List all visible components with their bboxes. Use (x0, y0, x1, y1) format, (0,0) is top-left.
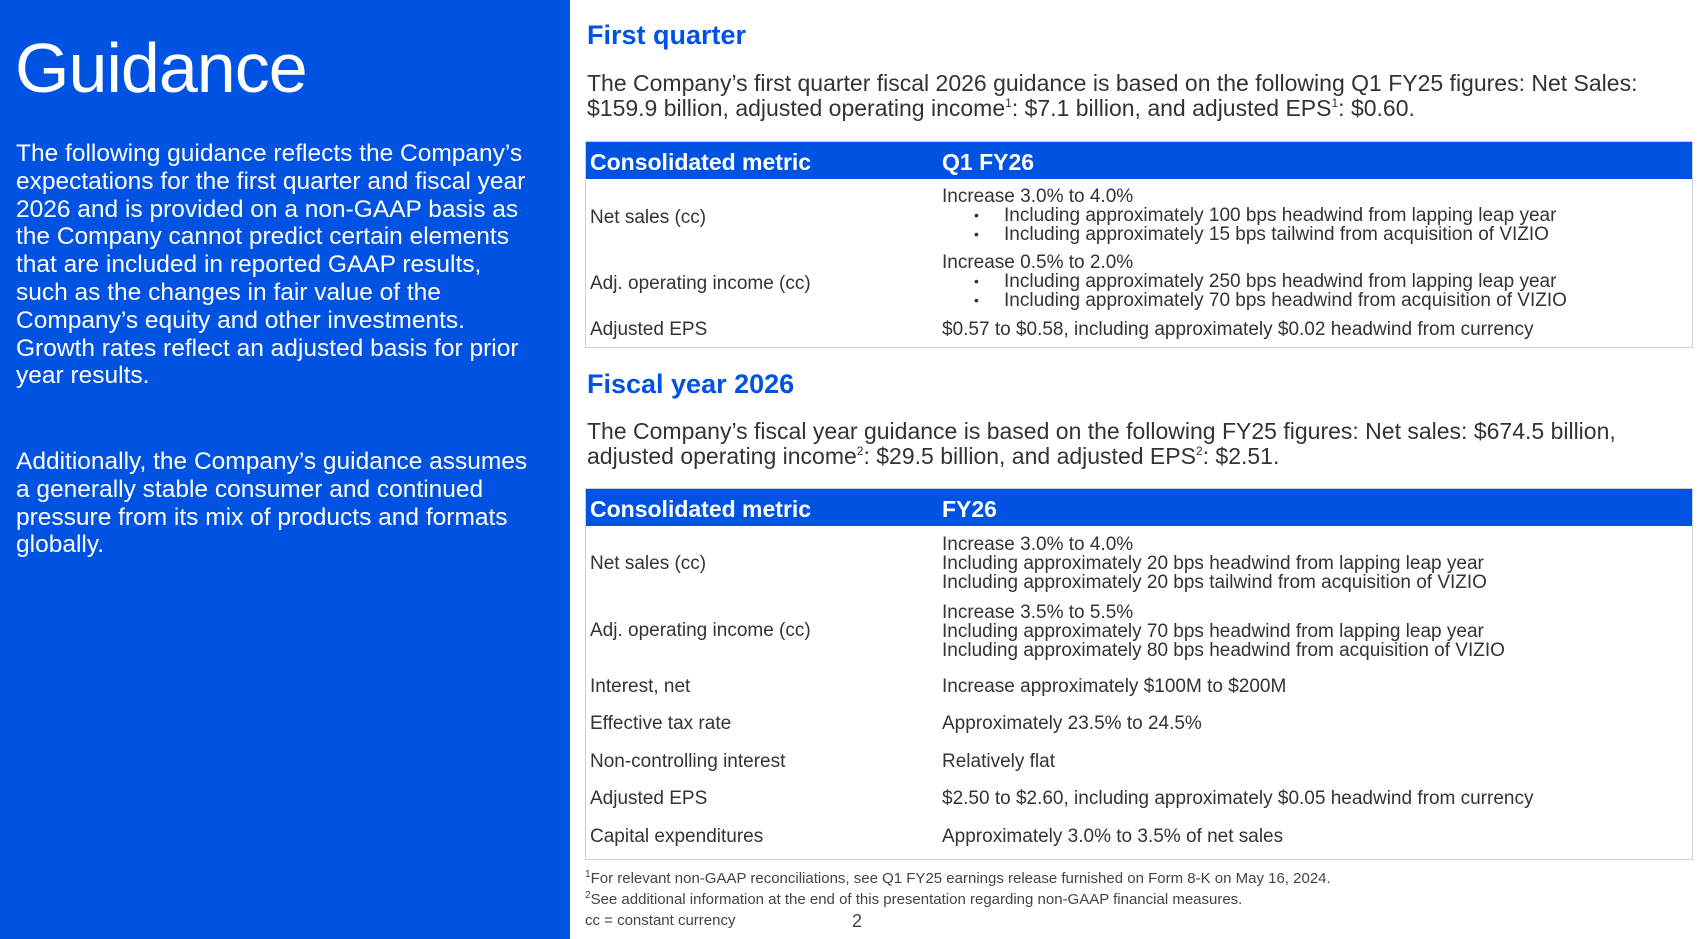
row-label: Net sales (cc) (590, 207, 707, 228)
table-header (586, 489, 1692, 526)
footnote-2: $^2$See additional information at the end of this presentation regarding non-GAAP financial measures. (585, 890, 1243, 908)
fiscal-year-heading: Fiscal year 2026 (587, 369, 795, 399)
row-label: Capital expenditures (590, 826, 764, 847)
row-value: Relatively flat (942, 751, 1055, 772)
header-metric: Consolidated metric (590, 149, 812, 175)
row-label: Non-controlling interest (590, 751, 786, 772)
left-panel (0, 0, 570, 939)
page-number: 2 (852, 911, 863, 931)
row-value: Increase approximately $100M to $200M (942, 676, 1287, 697)
row-value: Increase 3.5% to 5.5% Including approximately 70 bps headwind from lapping leap year Including approximately 80 bps headwind from acquisition of VIZIO (942, 602, 1505, 661)
table-row (586, 740, 1692, 778)
table-row (586, 179, 1692, 243)
row-label: Adj. operating income (cc) (590, 273, 811, 294)
row-label: Interest, net (590, 676, 691, 697)
row-value: $2.50 to $2.60, including approximately $0.05 headwind from currency (942, 788, 1534, 809)
table-header (586, 142, 1692, 179)
table-row (586, 305, 1692, 347)
row-value: Increase 0.5% to 2.0% • Including approximately 250 bps headwind from lapping leap year • Including approximately 70 bps headwind from acquisition of VIZIO (942, 253, 1567, 310)
table-row (586, 702, 1692, 740)
row-value: Increase 3.0% to 4.0% Including approximately 20 bps headwind from lapping leap year Including approximately 20 bps tailwind from acquisition of VIZIO (942, 534, 1487, 593)
row-label: Effective tax rate (590, 713, 732, 734)
row-value: Approximately 23.5% to 24.5% (942, 713, 1202, 734)
table-row (586, 598, 1692, 664)
table-row (586, 816, 1692, 856)
guidance-description: The following guidance reflects the Company’s expectations for the first quarter and fiscal year 2026 and is provided on a non-GAAP basis as the Company cannot predict certain elements that are included in reported GAAP results, such as the changes in fair value of the Company’s equity and other investments. Growth rates reflect an adjusted basis for prior year results. (16, 140, 526, 390)
header-period: FY26 (942, 496, 997, 522)
footnotes (585, 868, 1331, 931)
row-value: Approximately 3.0% to 3.5% of net sales (942, 826, 1284, 847)
footnote-1: $^1$For relevant non-GAAP reconciliations, see Q1 FY25 earnings release furnished on Form 8-K on May 16, 2024. (585, 869, 1331, 887)
row-label: Adj. operating income (cc) (590, 620, 811, 641)
row-label: Adjusted EPS (590, 319, 708, 340)
header-period: Q1 FY26 (942, 149, 1035, 175)
row-label: Adjusted EPS (590, 788, 708, 809)
guidance-assumptions: Additionally, the Company’s guidance assumes a generally stable consumer and continued pressure from its mix of products and formats globally. (16, 448, 528, 559)
fiscal-year-intro: The Company’s fiscal year guidance is based on the following FY25 figures: Net sales: $674.5 billion, adjusted operating income$^2$: $29.5 billion, and adjusted EPS$^2$: $2.51. (587, 418, 1616, 469)
table-row (586, 778, 1692, 816)
first-quarter-table (585, 141, 1693, 348)
first-quarter-intro: The Company’s first quarter fiscal 2026 guidance is based on the following Q1 FY25 figures: Net Sales: $159.9 billion, adjusted operating income$^1$: $7.1 billion, and adjusted EPS$^1$: $0.60. (587, 70, 1638, 121)
fiscal-year-table (585, 488, 1693, 860)
table-row (586, 243, 1692, 311)
table-row (586, 664, 1692, 702)
row-label: Net sales (cc) (590, 553, 707, 574)
row-value: Increase 3.0% to 4.0% • Including approximately 100 bps headwind from lapping leap year • Including approximately 15 bps tailwind from acquisition of VIZIO (942, 187, 1556, 244)
footnote-cc: cc = constant currency (585, 912, 736, 929)
page-title: Guidance (15, 29, 307, 107)
first-quarter-heading: First quarter (587, 20, 747, 50)
header-metric: Consolidated metric (590, 496, 812, 522)
table-row (586, 526, 1692, 598)
row-value: $0.57 to $0.58, including approximately $0.02 headwind from currency (942, 319, 1534, 340)
